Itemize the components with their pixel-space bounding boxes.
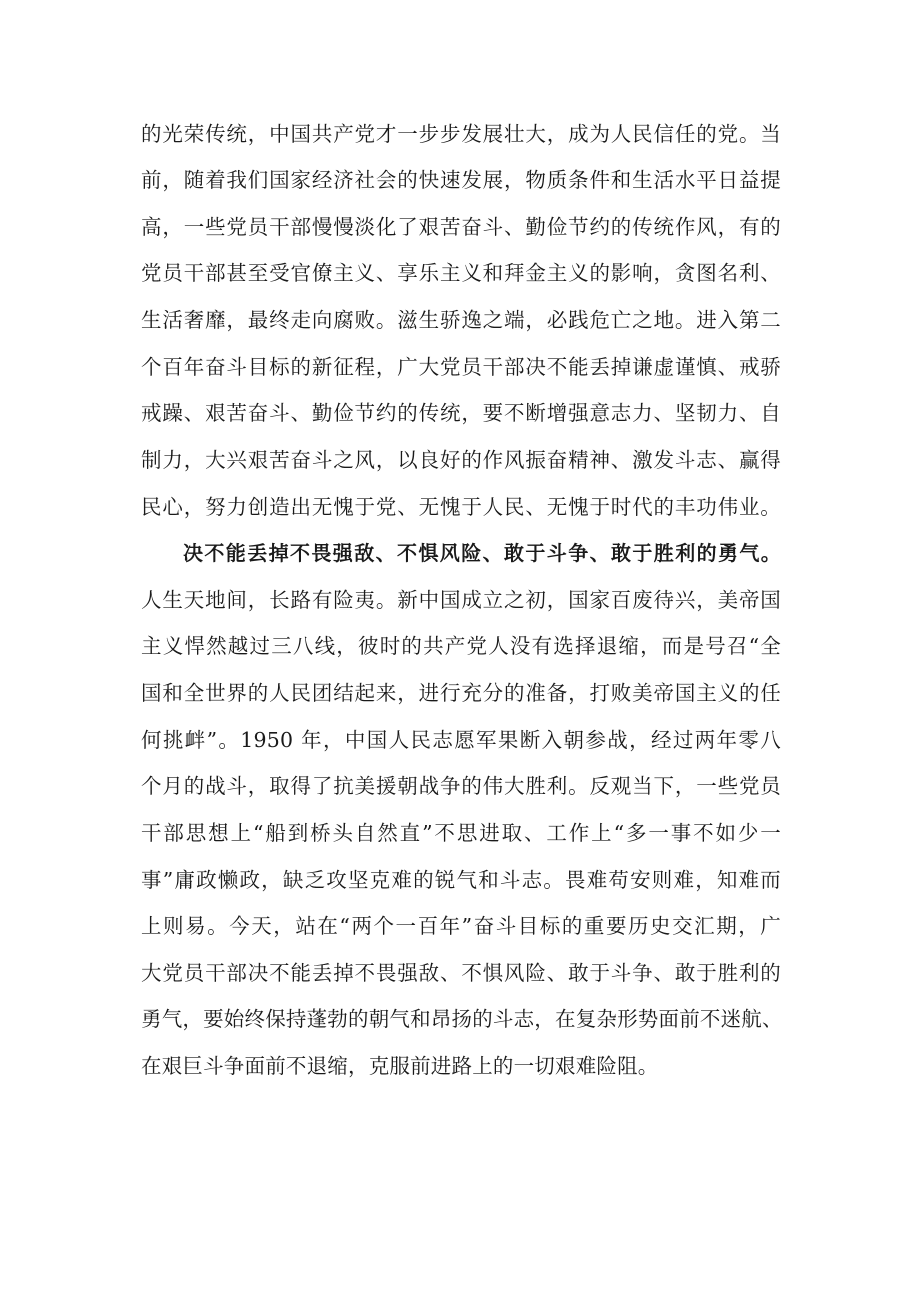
- text-line: 勇气，要始终保持蓬勃的朝气和昂扬的斗志，在复杂形势面前不迷航、: [141, 1007, 783, 1031]
- text-line: 高，一些党员干部慢慢淡化了艰苦奋斗、勤俭节约的传统作风，有的: [141, 215, 781, 239]
- text-line: 在艰巨斗争面前不退缩，克服前进路上的一切艰难险阻。: [141, 1054, 659, 1078]
- text-line: 个百年奋斗目标的新征程，广大党员干部决不能丢掉谦虚谨慎、戒骄: [141, 355, 781, 379]
- text-line: 前，随着我们国家经济社会的快速发展，物质条件和生活水平日益提: [141, 168, 781, 192]
- text-line: 的光荣传统，中国共产党才一步步发展壮大，成为人民信任的党。当: [141, 122, 781, 146]
- text-line: 戒躁、艰苦奋斗、勤俭节约的传统，要不断增强意志力、坚韧力、自: [141, 401, 781, 425]
- text-line: 上则易。今天，站在“两个一百年”奋斗目标的重要历史交汇期，广: [141, 914, 781, 938]
- text-line: 制力，大兴艰苦奋斗之风，以良好的作风振奋精神、激发斗志、赢得: [141, 448, 781, 472]
- text-line: 生活奢靡，最终走向腐败。滋生骄逸之端，必践危亡之地。进入第二: [141, 308, 781, 332]
- text-line: 主义悍然越过三八线，彼时的共产党人没有选择退缩，而是号召“全: [141, 634, 781, 658]
- text-line: 个月的战斗，取得了抗美援朝战争的伟大胜利。反观当下，一些党员: [141, 774, 781, 798]
- text-line: 何挑衅”。1950 年，中国人民志愿军果断入朝参战，经过两年零八: [141, 728, 781, 752]
- text-line: 党员干部甚至受官僚主义、享乐主义和拜金主义的影响，贪图名利、: [141, 261, 781, 285]
- text-line: 人生天地间，长路有险夷。新中国成立之初，国家百废待兴，美帝国: [141, 588, 781, 612]
- text-line: 干部思想上“船到桥头自然直”不思进取、工作上“多一事不如少一: [141, 821, 781, 845]
- section-heading: 决不能丢掉不畏强敌、不惧风险、敢于斗争、敢于胜利的勇气。: [183, 541, 781, 565]
- text-line: 国和全世界的人民团结起来，进行充分的准备，打败美帝国主义的任: [141, 681, 781, 705]
- text-line: 民心，努力创造出无愧于党、无愧于人民、无愧于时代的丰功伟业。: [141, 495, 781, 519]
- text-line: 大党员干部决不能丢掉不畏强敌、不惧风险、敢于斗争、敢于胜利的: [141, 961, 781, 985]
- text-line: 事”庸政懒政，缺乏攻坚克难的锐气和斗志。畏难苟安则难，知难而: [141, 868, 781, 892]
